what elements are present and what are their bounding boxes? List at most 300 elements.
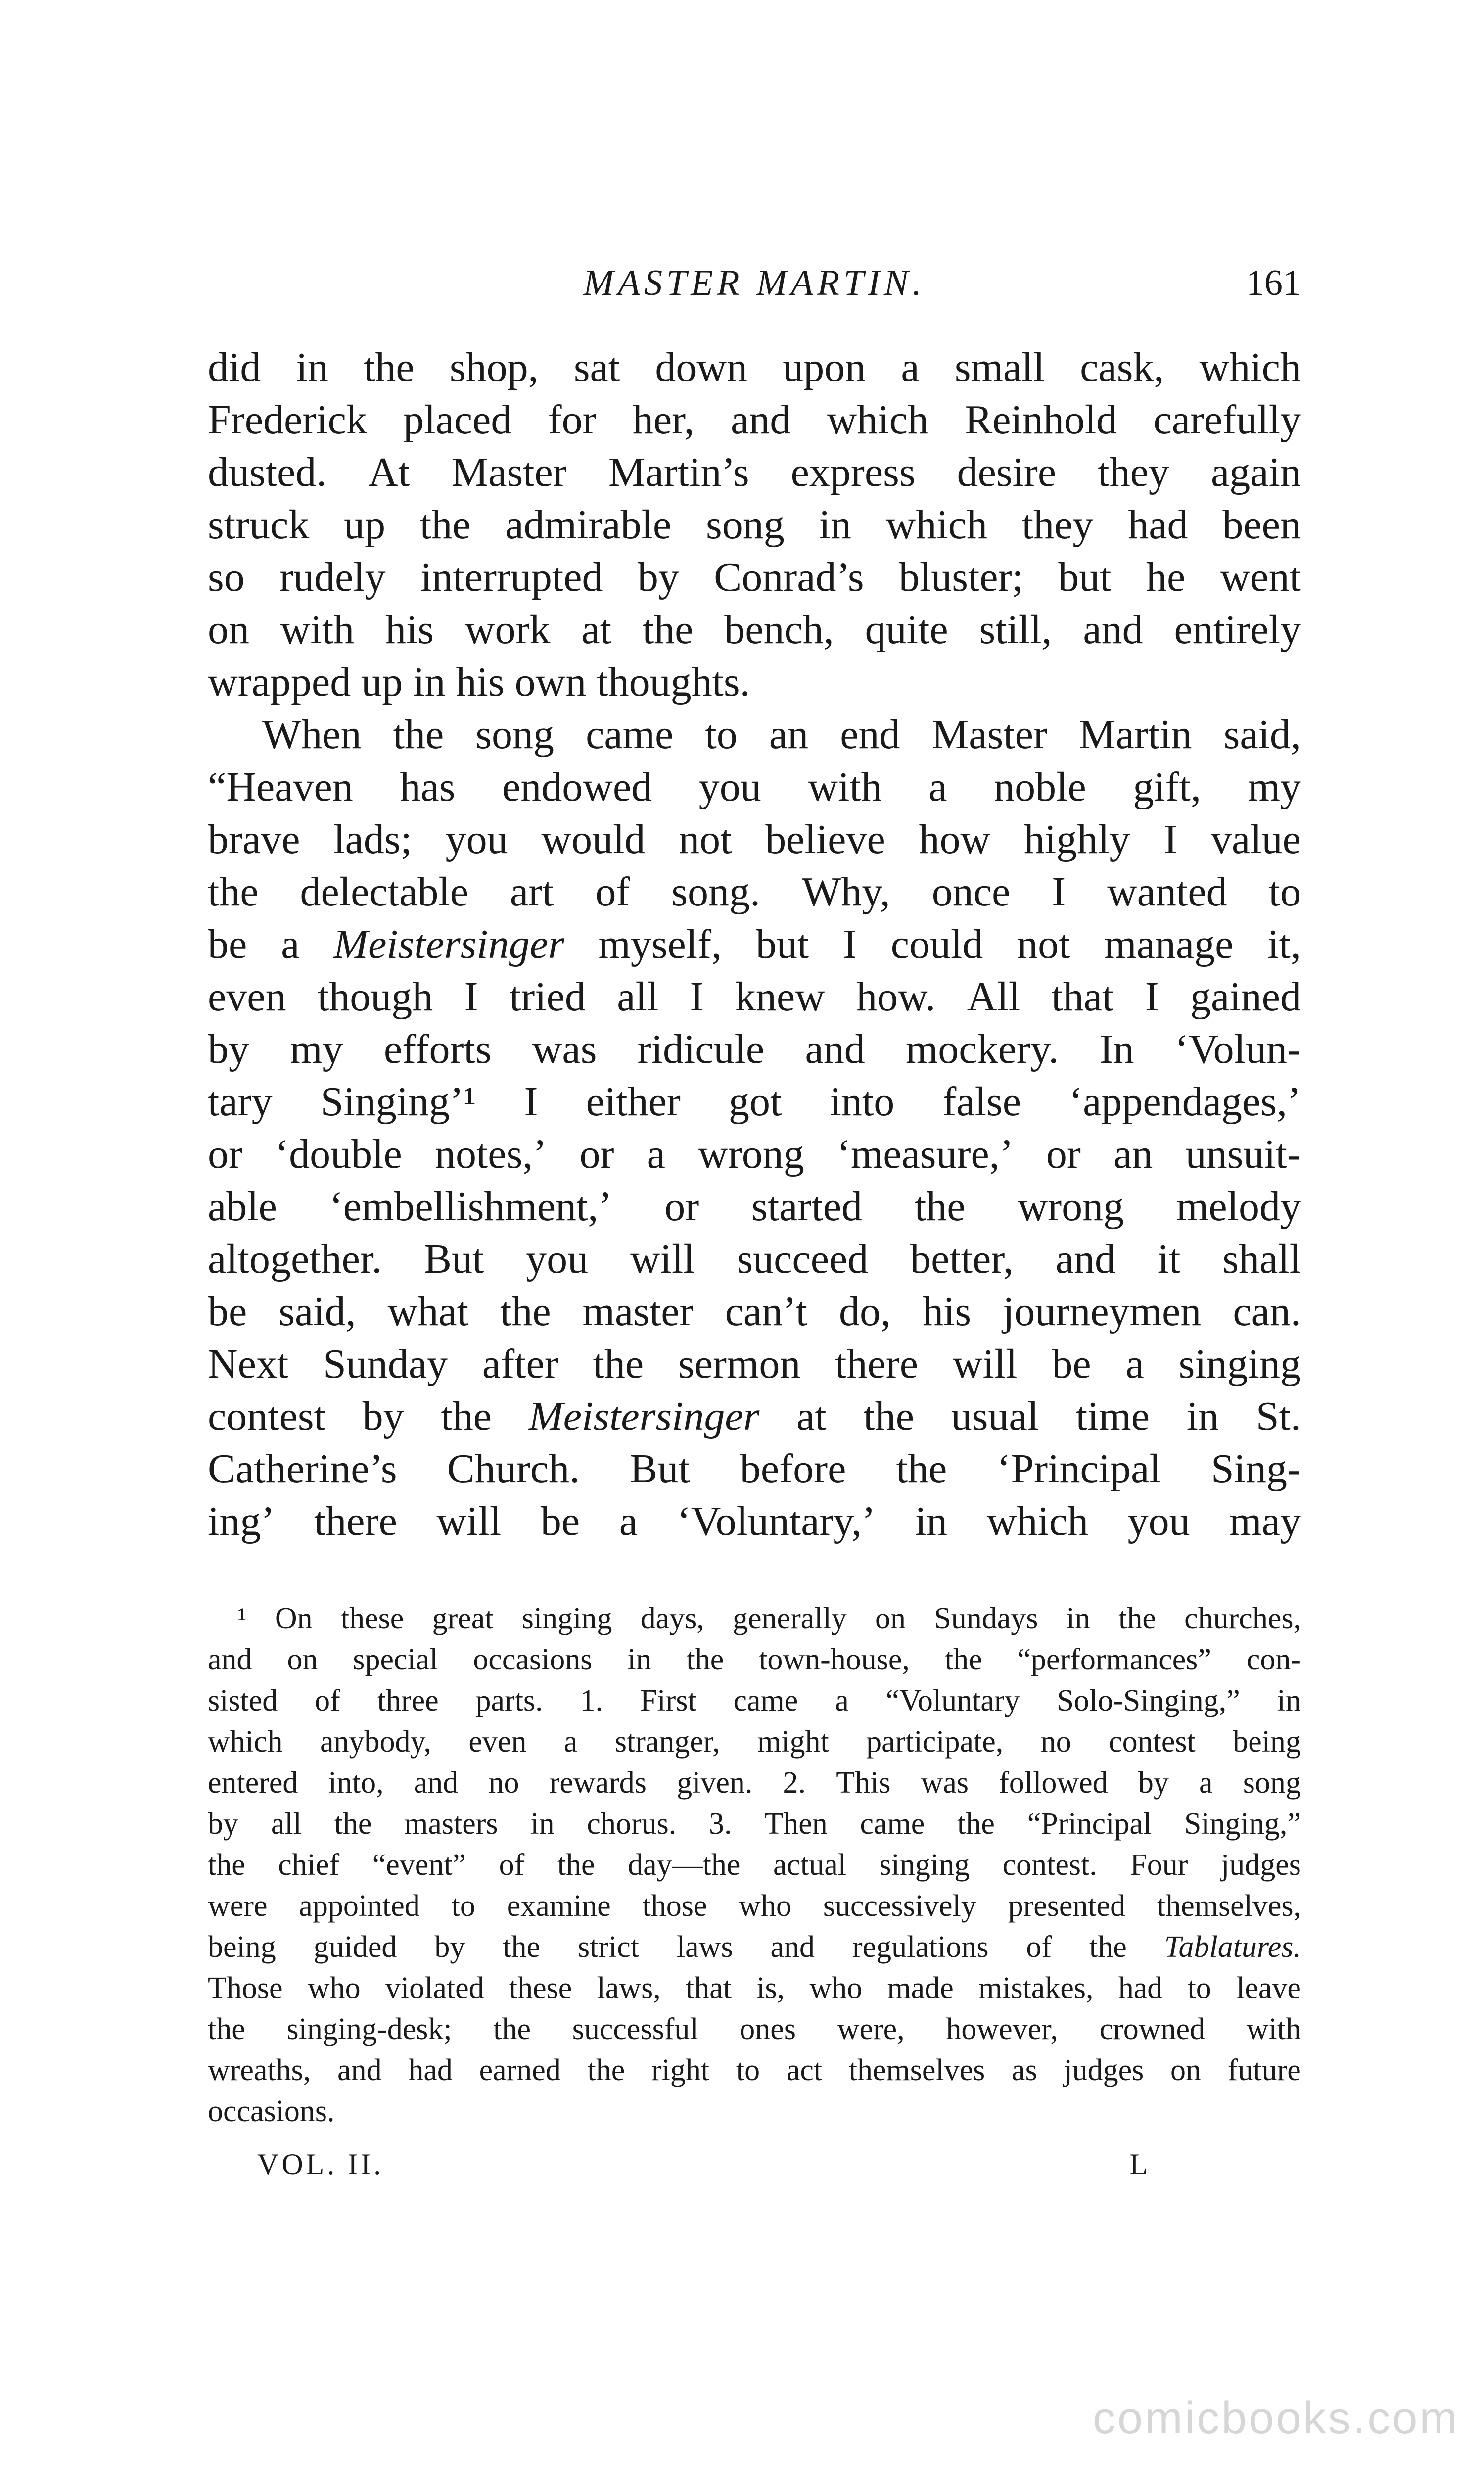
footnote-line xyxy=(208,1804,1301,1845)
word: “performances” xyxy=(1017,1643,1211,1676)
text-line xyxy=(208,1495,1301,1548)
word: masters xyxy=(404,1807,498,1841)
word: Martin xyxy=(1078,712,1192,758)
text-line xyxy=(208,1285,1301,1338)
text-line xyxy=(208,446,1301,499)
word: the xyxy=(896,1446,947,1492)
word: a xyxy=(647,1131,665,1177)
word: But xyxy=(424,1236,484,1282)
word: anybody, xyxy=(320,1725,431,1759)
text-line xyxy=(208,604,1301,656)
word: singing-desk; xyxy=(286,2012,452,2046)
word: were xyxy=(208,1889,268,1923)
word: the xyxy=(393,712,444,758)
word: may xyxy=(1229,1498,1301,1544)
word: Master xyxy=(931,712,1047,758)
word: I xyxy=(524,1079,538,1125)
word: these xyxy=(509,1971,572,2005)
word: journeymen xyxy=(1003,1288,1202,1334)
word: 3. xyxy=(709,1807,732,1841)
word: Those xyxy=(208,1971,283,2005)
word: First xyxy=(640,1684,696,1717)
word: can’t xyxy=(725,1288,807,1334)
word: the xyxy=(944,1643,982,1676)
word: how. xyxy=(856,974,936,1020)
footnote-line xyxy=(208,2091,1301,2132)
word: to xyxy=(451,1889,475,1923)
word: St. xyxy=(1255,1393,1301,1439)
word: rudely xyxy=(279,554,386,600)
word: and xyxy=(414,1766,459,1800)
word: “Voluntary xyxy=(885,1684,1020,1717)
word: who xyxy=(809,1971,863,2005)
word: shall xyxy=(1222,1236,1301,1282)
word: the xyxy=(593,1341,644,1387)
word: judges xyxy=(1221,1848,1301,1882)
word: Meistersinger xyxy=(333,921,564,967)
word: had xyxy=(1118,1971,1163,2005)
footnote-line xyxy=(208,1968,1301,2009)
word: Catherine’s xyxy=(208,1446,397,1492)
word: express xyxy=(790,449,916,495)
word: Sundays xyxy=(934,1602,1038,1635)
word: Church. xyxy=(447,1446,580,1492)
word: art xyxy=(510,869,554,915)
word: “Heaven xyxy=(208,764,353,810)
word: not xyxy=(1017,921,1070,967)
word: by xyxy=(208,1807,238,1841)
word: ridicule xyxy=(637,1026,765,1072)
word: song xyxy=(706,502,785,548)
word: by xyxy=(208,1026,249,1072)
word: knew xyxy=(735,974,825,1020)
word: a xyxy=(835,1684,849,1717)
word: who xyxy=(739,1889,792,1923)
word: gained xyxy=(1190,974,1301,1020)
word: by xyxy=(637,554,679,600)
word: right xyxy=(651,2053,710,2087)
word: had xyxy=(408,2053,453,2087)
word: by xyxy=(1138,1766,1169,1800)
word: able xyxy=(208,1184,277,1230)
word: bench, xyxy=(724,607,834,653)
word: in xyxy=(413,659,456,705)
word: I xyxy=(690,974,704,1020)
word: either xyxy=(586,1079,681,1125)
word: usual xyxy=(951,1393,1039,1439)
word: being xyxy=(208,1930,276,1964)
word: Solo-Singing,” xyxy=(1057,1684,1240,1717)
word: of xyxy=(1026,1930,1052,1964)
word: could xyxy=(890,921,983,967)
word: would xyxy=(541,816,646,862)
word: themselves, xyxy=(1157,1889,1301,1923)
word: and xyxy=(731,397,791,443)
word: the xyxy=(1118,1602,1156,1635)
word: and xyxy=(1083,607,1143,653)
word: the xyxy=(503,1930,541,1964)
word: a xyxy=(1125,1341,1144,1387)
word: upon xyxy=(783,344,866,390)
word: Tablatures. xyxy=(1164,1930,1301,1964)
word: Why, xyxy=(801,869,890,915)
word: sermon xyxy=(678,1341,801,1387)
word: rewards xyxy=(549,1766,647,1800)
word: a xyxy=(928,764,947,810)
word: will xyxy=(436,1498,502,1544)
word: I xyxy=(1052,869,1066,915)
word: was xyxy=(532,1026,597,1072)
word: end xyxy=(840,712,900,758)
word: the xyxy=(557,1848,595,1882)
word: presented xyxy=(1008,1889,1126,1923)
word: days, xyxy=(640,1602,704,1635)
word: cask, xyxy=(1080,344,1164,390)
word: earned xyxy=(479,2053,561,2087)
word: “event” xyxy=(372,1848,466,1882)
word: All xyxy=(967,974,1020,1020)
word: be xyxy=(1052,1341,1091,1387)
word: ‘appendages,’ xyxy=(1069,1079,1301,1125)
word: which xyxy=(986,1498,1088,1544)
word: after xyxy=(482,1341,558,1387)
word: the xyxy=(587,2053,625,2087)
word: unsuit- xyxy=(1185,1131,1301,1177)
word: the xyxy=(863,1393,914,1439)
footnote-line xyxy=(208,1927,1301,1968)
word: to xyxy=(1268,869,1301,915)
word: in xyxy=(819,502,851,548)
text-line xyxy=(208,813,1301,866)
word: and xyxy=(337,2053,382,2087)
word: chorus. xyxy=(587,1807,677,1841)
word: down xyxy=(655,344,748,390)
word: at xyxy=(796,1393,827,1439)
word: sisted xyxy=(208,1684,278,1717)
word: delectable xyxy=(300,869,468,915)
word: But xyxy=(630,1446,690,1492)
footnote-line xyxy=(208,1845,1301,1886)
word: a xyxy=(619,1498,638,1544)
word: who xyxy=(307,1971,361,2005)
word: value xyxy=(1211,816,1301,862)
word: of xyxy=(499,1848,525,1882)
word: parts. xyxy=(475,1684,543,1717)
word: the xyxy=(914,1184,966,1230)
word: Conrad’s xyxy=(714,554,864,600)
word: successful xyxy=(572,2012,698,2046)
word: they xyxy=(1021,502,1094,548)
word: or xyxy=(208,1131,242,1177)
word: been xyxy=(1222,502,1301,548)
word: master xyxy=(582,1288,694,1334)
word: there xyxy=(314,1498,397,1544)
word: 2. xyxy=(783,1766,806,1800)
word: up xyxy=(344,502,386,548)
word: on xyxy=(875,1602,906,1635)
word: in xyxy=(530,1807,555,1841)
word: ‘Principal xyxy=(997,1446,1161,1492)
word: given. xyxy=(677,1766,753,1800)
word: do, xyxy=(838,1288,891,1334)
word: those xyxy=(642,1889,707,1923)
word: or xyxy=(1046,1131,1081,1177)
word: manage xyxy=(1104,921,1234,967)
word: wrong xyxy=(698,1131,804,1177)
word: at xyxy=(581,607,611,653)
word: was xyxy=(921,1766,969,1800)
word: Singing’¹ xyxy=(320,1079,476,1125)
word: special xyxy=(353,1643,438,1676)
word: be xyxy=(208,921,247,967)
word: melody xyxy=(1176,1184,1301,1230)
word: which xyxy=(827,397,928,443)
page-number: 161 xyxy=(1246,263,1301,303)
footnote-line xyxy=(208,1639,1301,1680)
word: occasions. xyxy=(208,2094,335,2128)
word: ‘double xyxy=(275,1131,402,1177)
word: wanted xyxy=(1107,869,1227,915)
word: Sunday xyxy=(323,1341,448,1387)
word: ing’ xyxy=(208,1498,275,1544)
word: altogether. xyxy=(208,1236,382,1282)
word: the xyxy=(364,344,415,390)
word: to xyxy=(705,712,738,758)
word: in xyxy=(296,344,328,390)
word: lads; xyxy=(333,816,412,862)
footnote-line xyxy=(208,1762,1301,1804)
word: mistakes, xyxy=(978,1971,1094,2005)
word: crowned xyxy=(1099,2012,1206,2046)
word: highly xyxy=(1023,816,1130,862)
text-line xyxy=(208,866,1301,918)
word: or xyxy=(664,1184,699,1230)
word: however, xyxy=(946,2012,1058,2046)
word: ‘Voluntary,’ xyxy=(677,1498,876,1544)
word: gift, xyxy=(1133,764,1201,810)
word: noble xyxy=(994,764,1086,810)
word: wrong xyxy=(1018,1184,1124,1230)
word: interrupted xyxy=(420,554,603,600)
word: future xyxy=(1227,2053,1301,2087)
word: themselves xyxy=(848,2053,985,2087)
word: came xyxy=(586,712,674,758)
word: still, xyxy=(979,607,1052,653)
text-line xyxy=(208,1023,1301,1076)
word: not xyxy=(679,816,732,862)
word: the xyxy=(208,2012,245,2046)
text-line xyxy=(208,761,1301,813)
word: by xyxy=(362,1393,404,1439)
footnote-line xyxy=(208,1598,1301,1639)
text-line xyxy=(208,1181,1301,1233)
word: ‘measure,’ xyxy=(836,1131,1014,1177)
word: the xyxy=(500,1288,551,1334)
word: a xyxy=(563,1725,578,1759)
word: examine xyxy=(507,1889,611,1923)
text-line xyxy=(208,551,1301,604)
watermark: comicbooks.com xyxy=(1092,2393,1459,2443)
word: ‘embellishment,’ xyxy=(329,1184,612,1230)
footnotes xyxy=(208,1598,1301,2132)
word: the xyxy=(441,1393,492,1439)
word: which xyxy=(208,1725,283,1759)
word: ‘Volun- xyxy=(1174,1026,1301,1072)
word: 1. xyxy=(580,1684,603,1717)
word: again xyxy=(1211,449,1301,495)
word: efforts xyxy=(383,1026,492,1072)
word: a xyxy=(901,344,920,390)
word: so xyxy=(208,554,245,600)
word: I xyxy=(1145,974,1159,1020)
word: admirable xyxy=(505,502,672,548)
text-line xyxy=(208,499,1301,551)
word: contest. xyxy=(1002,1848,1097,1882)
word: Frederick xyxy=(208,397,367,443)
word: the xyxy=(1089,1930,1127,1964)
word: tried xyxy=(509,974,586,1020)
word: in xyxy=(627,1643,651,1676)
word: on xyxy=(287,1643,318,1676)
word: Sing- xyxy=(1210,1446,1301,1492)
word: Martin’s xyxy=(608,449,749,495)
word: Four xyxy=(1130,1848,1188,1882)
word: said, xyxy=(1223,712,1301,758)
word: the xyxy=(419,502,471,548)
word: with xyxy=(808,764,882,810)
word: endowed xyxy=(502,764,652,810)
word: sat xyxy=(573,344,620,390)
word: contest xyxy=(1109,1725,1196,1759)
word: myself, xyxy=(598,921,722,967)
word: three xyxy=(377,1684,439,1717)
word: but xyxy=(755,921,809,967)
word: churches, xyxy=(1184,1602,1301,1635)
word: singing xyxy=(1178,1341,1301,1387)
word: Singing,” xyxy=(1184,1807,1301,1841)
word: the xyxy=(208,1848,245,1882)
word: town-house, xyxy=(759,1643,910,1676)
word: carefully xyxy=(1153,397,1301,443)
word: be xyxy=(208,1288,247,1334)
word: strict xyxy=(578,1930,639,1964)
word: as xyxy=(1012,2053,1037,2087)
word: own xyxy=(514,659,597,705)
word: in xyxy=(1277,1684,1301,1717)
word: Reinhold xyxy=(965,397,1117,443)
word: When xyxy=(262,712,362,758)
word: entirely xyxy=(1174,607,1301,653)
text-line xyxy=(208,656,1301,709)
word: mockery. xyxy=(905,1026,1059,1072)
footnote-line xyxy=(208,1721,1301,1762)
running-title: MASTER MARTIN. xyxy=(583,263,926,303)
word: ones xyxy=(740,2012,796,2046)
word: song xyxy=(475,712,555,758)
word: thoughts. xyxy=(597,659,750,705)
running-head xyxy=(208,262,1301,322)
word: wreaths, xyxy=(208,2053,311,2087)
word: the xyxy=(334,1807,372,1841)
word: said, xyxy=(278,1288,356,1334)
body-text xyxy=(208,341,1301,1548)
word: his xyxy=(456,659,515,705)
word: singing xyxy=(879,1848,970,1882)
word: will xyxy=(630,1236,695,1282)
word: by xyxy=(434,1930,465,1964)
word: a xyxy=(1199,1766,1213,1800)
text-line xyxy=(208,1128,1301,1181)
footnote-line xyxy=(208,1680,1301,1721)
word: with xyxy=(280,607,355,653)
word: can. xyxy=(1233,1288,1301,1334)
word: went xyxy=(1220,554,1301,600)
word: to xyxy=(1187,1971,1211,2005)
text-line xyxy=(208,971,1301,1023)
word: On xyxy=(275,1602,313,1635)
word: and xyxy=(770,1930,815,1964)
word: an xyxy=(1113,1131,1153,1177)
word: you xyxy=(526,1236,589,1282)
word: into xyxy=(830,1079,895,1125)
word: time xyxy=(1075,1393,1150,1439)
word: contest xyxy=(208,1393,325,1439)
word: brave xyxy=(208,816,300,862)
footnote-line xyxy=(208,2050,1301,2091)
word: for xyxy=(548,397,597,443)
word: will xyxy=(952,1341,1018,1387)
word: of xyxy=(595,869,630,915)
word: song xyxy=(1243,1766,1301,1800)
word: laws, xyxy=(597,1971,661,2005)
word: Next xyxy=(208,1341,289,1387)
word: great xyxy=(432,1602,494,1635)
word: in xyxy=(1066,1602,1090,1635)
word: I xyxy=(464,974,478,1020)
text-line xyxy=(208,341,1301,394)
word: entered xyxy=(208,1766,298,1800)
word: her, xyxy=(632,397,695,443)
word: occasions xyxy=(473,1643,593,1676)
word: the xyxy=(493,2012,531,2046)
word: tary xyxy=(208,1079,273,1125)
footnote-line xyxy=(208,2009,1301,2050)
text-line xyxy=(208,1338,1301,1390)
volume-mark: VOL. II. xyxy=(257,2148,384,2181)
word: an xyxy=(769,712,809,758)
word: were, xyxy=(837,2012,905,2046)
word: wrapped xyxy=(208,659,362,705)
word: they xyxy=(1098,449,1169,495)
word: Then xyxy=(764,1807,828,1841)
word: regulations xyxy=(852,1930,989,1964)
word: being xyxy=(1233,1725,1301,1759)
word: that xyxy=(685,1971,732,2005)
word: day—the xyxy=(628,1848,741,1882)
word: In xyxy=(1099,1026,1134,1072)
word: in xyxy=(915,1498,948,1544)
word: singing xyxy=(521,1602,612,1635)
text-line xyxy=(208,1233,1301,1285)
word: believe xyxy=(765,816,885,862)
word: before xyxy=(740,1446,846,1492)
word: false xyxy=(942,1079,1021,1125)
signature-mark: L xyxy=(1129,2148,1148,2181)
word: even xyxy=(468,1725,527,1759)
word: though xyxy=(317,974,433,1020)
word: his xyxy=(385,607,434,653)
word: which xyxy=(1199,344,1301,390)
